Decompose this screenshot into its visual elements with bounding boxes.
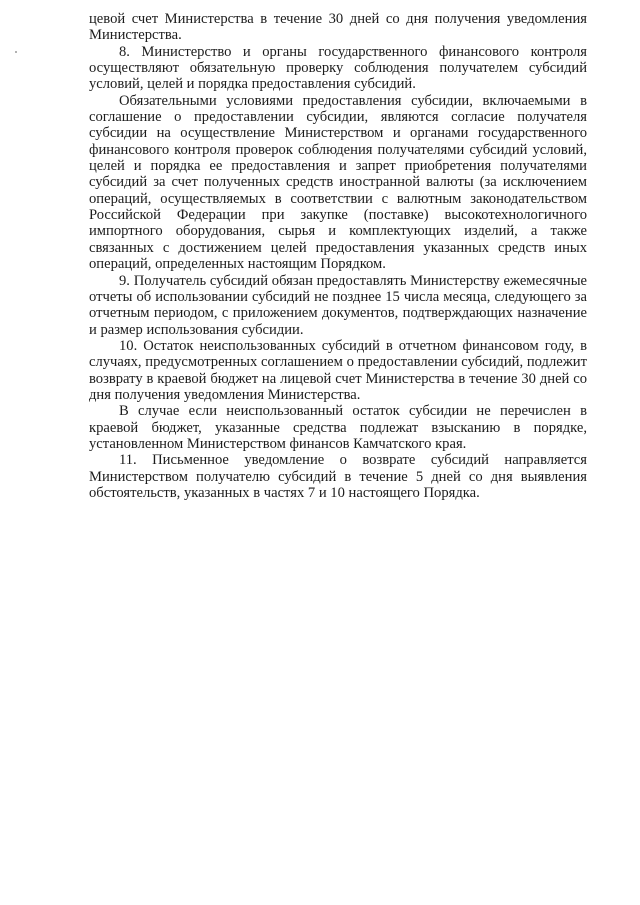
paragraph-item-11: 11. Письменное уведомление о возврате субсидий направляется Министерством получателю субсидий в течение 5 дней со дня выявления обстоятельств, указанных в частях 7 и 10 настоящего Порядка. <box>89 452 587 501</box>
paragraph-continuation: цевой счет Министерства в течение 30 дней со дня получения уведомления Министерства. <box>89 11 587 44</box>
paragraph-item-8: 8. Министерство и органы государственного финансового контроля осуществляют обязательную проверку соблюдения получателем субсидий условий, целей и порядка предоставления субсидий. <box>89 43 587 93</box>
document-text <box>89 11 587 501</box>
paragraph-mandatory-conditions: Обязательными условиями предоставления субсидии, включаемыми в соглашение о предоставлении субсидии, являются согласие получателя субсидии на осуществление Министерством и органами государственного финансового контроля проверок соблюдения получателями субсидий условий, целей и порядка ее предоставления и запрет приобретения получателями субсидий за счет полученных средств иностранной валюты (за исключением операций, осуществляемых в соответствии с валютным законодательством Российской Федерации при закупке (поставке) высокотехнологичного импортного оборудования, сырья и комплектующих изделий, а также связанных с достижением целей предоставления указанных средств иных операций, определенных настоящим Порядком. <box>89 92 587 273</box>
scan-speck <box>15 51 17 53</box>
paragraph-item-9: 9. Получатель субсидий обязан предоставлять Министерству ежемесячные отчеты об использовании субсидий не позднее 15 числа месяца, следующего за отчетным периодом, с приложением документов, подтверждающих назначение и размер использования субсидии. <box>89 272 587 338</box>
paragraph-recovery: В случае если неиспользованный остаток субсидии не перечислен в краевой бюджет, указанные средства подлежат взысканию в порядке, установленном Министерством финансов Камчатского края. <box>89 403 587 452</box>
paragraph-item-10: 10. Остаток неиспользованных субсидий в отчетном финансовом году, в случаях, предусмотренных соглашением о предоставлении субсидий, подлежит возврату в краевой бюджет на лицевой счет Министерства в течение 30 дней со дня получения уведомления Министерства. <box>89 337 587 403</box>
